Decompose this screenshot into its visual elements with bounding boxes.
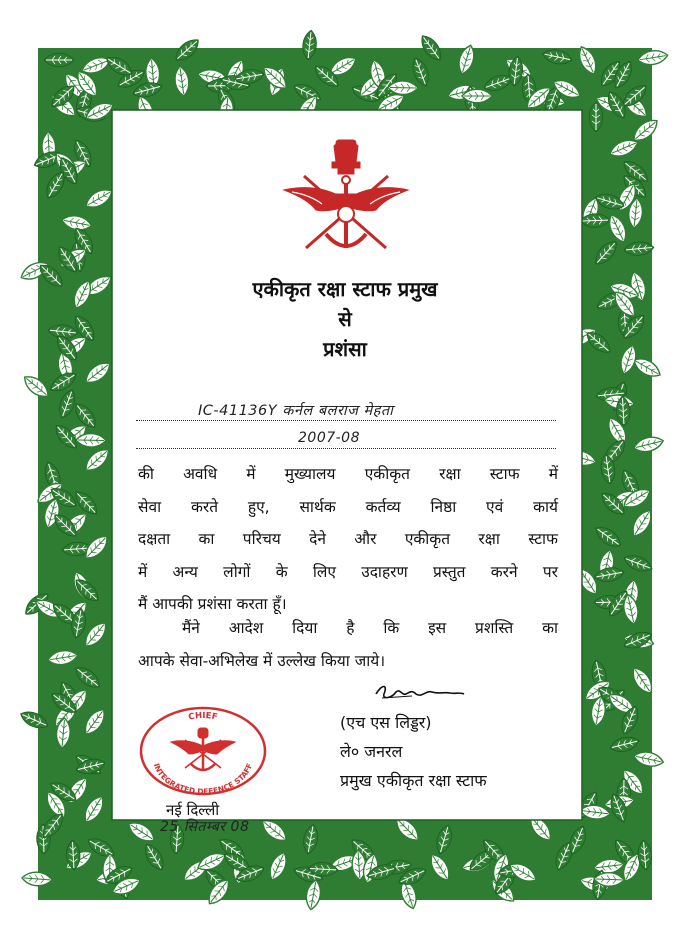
signatory-name: (एच एस लिड्डर) — [340, 713, 432, 732]
recipient-name: IC-41136Y कर्नल बलराज मेहता — [198, 403, 394, 419]
ids-emblem-icon — [282, 136, 410, 260]
svg-text:CHIEF — [188, 711, 219, 723]
order-line-2: आपके सेवा-अभिलेख में उल्लेख किया जाये। — [138, 651, 386, 670]
period-value: 2007-08 — [298, 430, 360, 446]
certificate-title — [150, 274, 540, 364]
issue-place: नई दिल्ली — [166, 801, 220, 819]
signatory-block — [340, 708, 580, 795]
order-line-1: मैंने आदेश दिया है कि इस प्रशस्ति का — [182, 619, 558, 637]
body-line-3: दक्षता का परिचय देने और एकीकृत रक्षा स्टाफ — [138, 530, 558, 548]
body-line-1: की अवधि में मुख्यालय एकीकृत रक्षा स्टाफ में — [138, 465, 558, 483]
stamp-bottom-text: INTEGRATED DEFENCE STAFF — [151, 762, 255, 796]
title-line-3: प्रशंसा — [323, 337, 367, 361]
body-line-4: में अन्य लोगों के लिए उदाहरण प्रस्तुत करने पर — [138, 562, 558, 581]
body-line-2: सेवा करते हुए, सार्थक कर्तव्य निष्ठा एवं कार्य — [138, 497, 558, 516]
order-paragraph — [138, 612, 558, 677]
issue-date: 25 सितम्बर 08 — [160, 819, 250, 835]
ids-seal-icon — [139, 706, 267, 796]
commendation-body — [138, 458, 558, 621]
stamp-top-text: CHIEF — [187, 710, 219, 723]
body-line-5: मैं आपकी प्रशंसा करता हूँ। — [138, 595, 287, 613]
title-line-1: एकीकृत रक्षा स्टाफ प्रमुख — [252, 277, 438, 301]
signatory-title: प्रमुख एकीकृत रक्षा स्टाफ — [340, 771, 487, 790]
signatory-rank: ले० जनरल — [340, 742, 403, 761]
title-line-2: से — [338, 307, 352, 331]
signature-mark — [372, 680, 468, 706]
